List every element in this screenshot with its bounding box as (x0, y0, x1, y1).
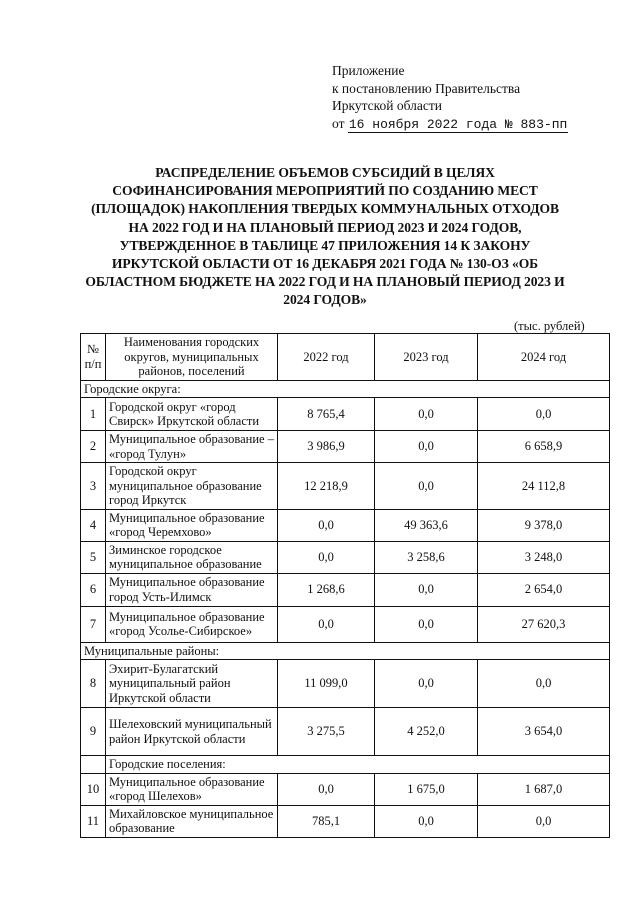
appendix-date-line (332, 115, 568, 134)
row-2023: 0,0 (375, 573, 478, 606)
row-2022: 0,0 (278, 773, 375, 805)
row-2024: 27 620,3 (478, 606, 610, 642)
row-name: Муниципальное образование – «город Тулун» (106, 431, 278, 463)
table-row (81, 606, 610, 642)
row-num: 4 (81, 509, 106, 541)
document-title: РАСПРЕДЕЛЕНИЕ ОБЪЕМОВ СУБСИДИЙ В ЦЕЛЯХ СОФИНАНСИРОВАНИЯ МЕРОПРИЯТИЙ ПО СОЗДАНИЮ МЕСТ (ПЛОЩАДОК) НАКОПЛЕНИЯ ТВЕРДЫХ КОММУНАЛЬНЫХ ОТХОДОВ НА 2022 ГОД И НА ПЛАНОВЫЙ ПЕРИОД 2023 И 2024 ГОДОВ, УТВЕРЖДЕННОЕ В ТАБЛИЦЕ 47 ПРИЛОЖЕНИЯ 14 К ЗАКОНУ ИРКУТСКОЙ ОБЛАСТИ ОТ 16 ДЕКАБРЯ 2021 ГОДА № 130-ОЗ «ОБ ОБЛАСТНОМ БЮДЖЕТЕ НА 2022 ГОД И НА ПЛАНОВЫЙ ПЕРИОД 2023 И 2024 ГОДОВ» (85, 165, 565, 308)
row-2024: 0,0 (478, 805, 610, 837)
appendix-block (332, 62, 568, 133)
row-2023: 0,0 (375, 431, 478, 463)
row-name: Муниципальное образование «город Шелехов» (106, 773, 278, 805)
table-row (81, 398, 610, 431)
row-2022: 1 268,6 (278, 573, 375, 606)
unit-label: (тыс. рублей) (514, 319, 585, 333)
row-name: Эхирит-Булагатский муниципальный район Иркутской области (106, 660, 278, 708)
row-2023: 1 675,0 (375, 773, 478, 805)
section-row (81, 642, 610, 660)
row-name: Городской округ «город Свирск» Иркутской области (106, 398, 278, 431)
row-2024: 3 654,0 (478, 708, 610, 756)
appendix-line-2: к постановлению Правительства (332, 80, 521, 96)
row-name: Муниципальное образование город Усть-Илимск (106, 573, 278, 606)
row-2022: 12 218,9 (278, 463, 375, 510)
subsidy-table (80, 333, 610, 838)
row-2024: 0,0 (478, 398, 610, 431)
row-name: Городской округ муниципальное образование город Иркутск (106, 463, 278, 510)
row-num: 7 (81, 606, 106, 642)
table-row (81, 431, 610, 463)
table-row (81, 541, 610, 573)
row-2024: 1 687,0 (478, 773, 610, 805)
row-2024: 3 248,0 (478, 541, 610, 573)
row-2022: 785,1 (278, 805, 375, 837)
appendix-line-1: Приложение (332, 63, 405, 78)
table-row (81, 773, 610, 805)
row-name: Зиминское городское муниципальное образование (106, 541, 278, 573)
section-label: Городские поселения: (106, 756, 610, 774)
table-row (81, 805, 610, 837)
row-2024: 0,0 (478, 660, 610, 708)
table-header-row (81, 334, 610, 381)
row-2024: 6 658,9 (478, 431, 610, 463)
row-name: Муниципальное образование «город Усолье-Сибирское» (106, 606, 278, 642)
row-num: 11 (81, 805, 106, 837)
row-2023: 0,0 (375, 805, 478, 837)
row-num: 9 (81, 708, 106, 756)
row-2023: 0,0 (375, 606, 478, 642)
header-2022: 2022 год (278, 334, 375, 381)
row-num: 10 (81, 773, 106, 805)
row-2023: 3 258,6 (375, 541, 478, 573)
section-row (81, 380, 610, 398)
row-name: Шелеховский муниципальный район Иркутской области (106, 708, 278, 756)
section-row (81, 756, 610, 774)
header-name: Наименования городских округов, муниципальных районов, поселений (106, 334, 278, 381)
table-row (81, 463, 610, 510)
header-num: № п/п (81, 334, 106, 381)
header-2023: 2023 год (375, 334, 478, 381)
row-2022: 0,0 (278, 541, 375, 573)
row-num: 3 (81, 463, 106, 510)
row-2022: 0,0 (278, 509, 375, 541)
table-row (81, 509, 610, 541)
table-row (81, 708, 610, 756)
table-row (81, 660, 610, 708)
section-label: Муниципальные районы: (81, 642, 610, 660)
row-2024: 9 378,0 (478, 509, 610, 541)
table-row (81, 573, 610, 606)
appendix-line-3: Иркутской области (332, 98, 443, 113)
row-2023: 49 363,6 (375, 509, 478, 541)
row-2024: 24 112,8 (478, 463, 610, 510)
row-2022: 11 099,0 (278, 660, 375, 708)
row-num: 8 (81, 660, 106, 708)
row-2023: 0,0 (375, 398, 478, 431)
section-spacer (81, 756, 106, 774)
row-name: Михайловское муниципальное образование (106, 805, 278, 837)
appendix-date-value: 16 ноября 2022 года № 883-пп (348, 116, 568, 132)
row-2023: 4 252,0 (375, 708, 478, 756)
row-num: 1 (81, 398, 106, 431)
row-2022: 8 765,4 (278, 398, 375, 431)
row-2024: 2 654,0 (478, 573, 610, 606)
row-2022: 3 275,5 (278, 708, 375, 756)
row-num: 6 (81, 573, 106, 606)
row-name: Муниципальное образование «город Черемхово» (106, 509, 278, 541)
row-2022: 0,0 (278, 606, 375, 642)
row-2023: 0,0 (375, 660, 478, 708)
appendix-date-prefix: от (332, 115, 345, 131)
header-2024: 2024 год (478, 334, 610, 381)
row-2022: 3 986,9 (278, 431, 375, 463)
row-num: 2 (81, 431, 106, 463)
row-num: 5 (81, 541, 106, 573)
row-2023: 0,0 (375, 463, 478, 510)
section-label: Городские округа: (81, 380, 610, 398)
